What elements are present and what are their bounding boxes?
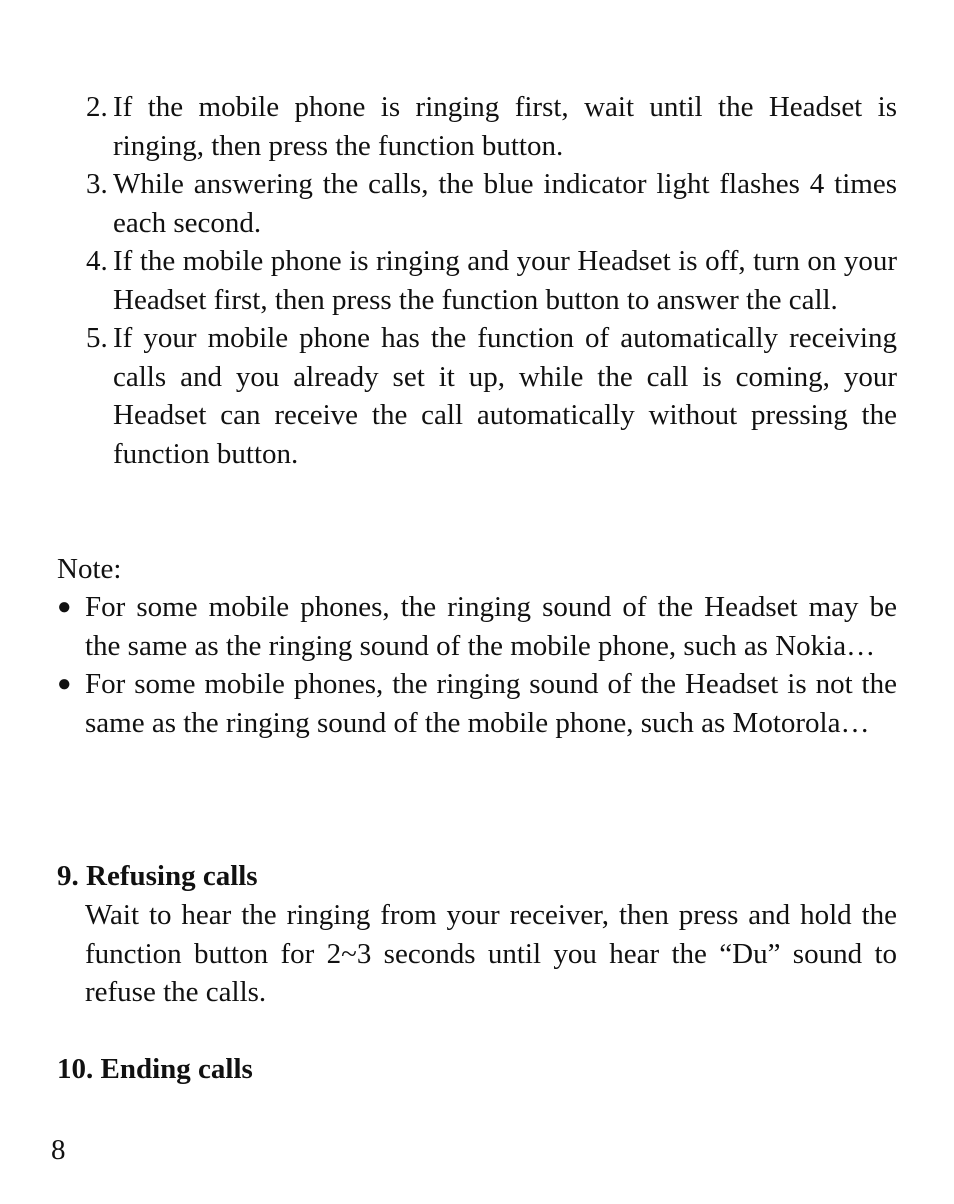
step-item [86,165,897,242]
step-text: While answering the calls, the blue indicator light flashes 4 times each second. [113,168,897,239]
step-item [86,242,897,319]
step-text: If the mobile phone is ringing first, wait until the Headset is ringing, then press the function button. [113,91,897,162]
bullet-icon: ● [57,594,72,620]
step-item [86,88,897,165]
note-list [57,588,897,742]
note-item [57,665,897,742]
step-item [86,319,897,473]
step-number: 2. [86,91,108,123]
section-heading-refusing-calls: 9. Refusing calls [57,860,258,892]
page-number: 8 [51,1134,66,1166]
note-item [57,588,897,665]
bullet-icon: ● [57,671,72,697]
instruction-steps [86,88,897,473]
step-text: If your mobile phone has the function of automatically receiving calls and you already set it up, while the call is coming, your Headset can receive the call automatically without pressing the function button. [113,322,897,470]
note-label: Note: [57,553,122,585]
note-text: For some mobile phones, the ringing sound of the Headset is not the same as the ringing sound of the mobile phone, such as Motorola… [85,668,897,739]
step-number: 4. [86,245,108,277]
section-heading-ending-calls: 10. Ending calls [57,1053,253,1085]
section-body-refusing-calls: Wait to hear the ringing from your receiver, then press and hold the function button for 2~3 seconds until you hear the “Du” sound to refuse the calls. [85,899,897,1008]
step-text: If the mobile phone is ringing and your Headset is off, turn on your Headset first, then press the function button to answer the call. [113,245,897,316]
step-number: 5. [86,322,108,354]
step-number: 3. [86,168,108,200]
note-text: For some mobile phones, the ringing sound of the Headset may be the same as the ringing sound of the mobile phone, such as Nokia… [85,591,897,662]
